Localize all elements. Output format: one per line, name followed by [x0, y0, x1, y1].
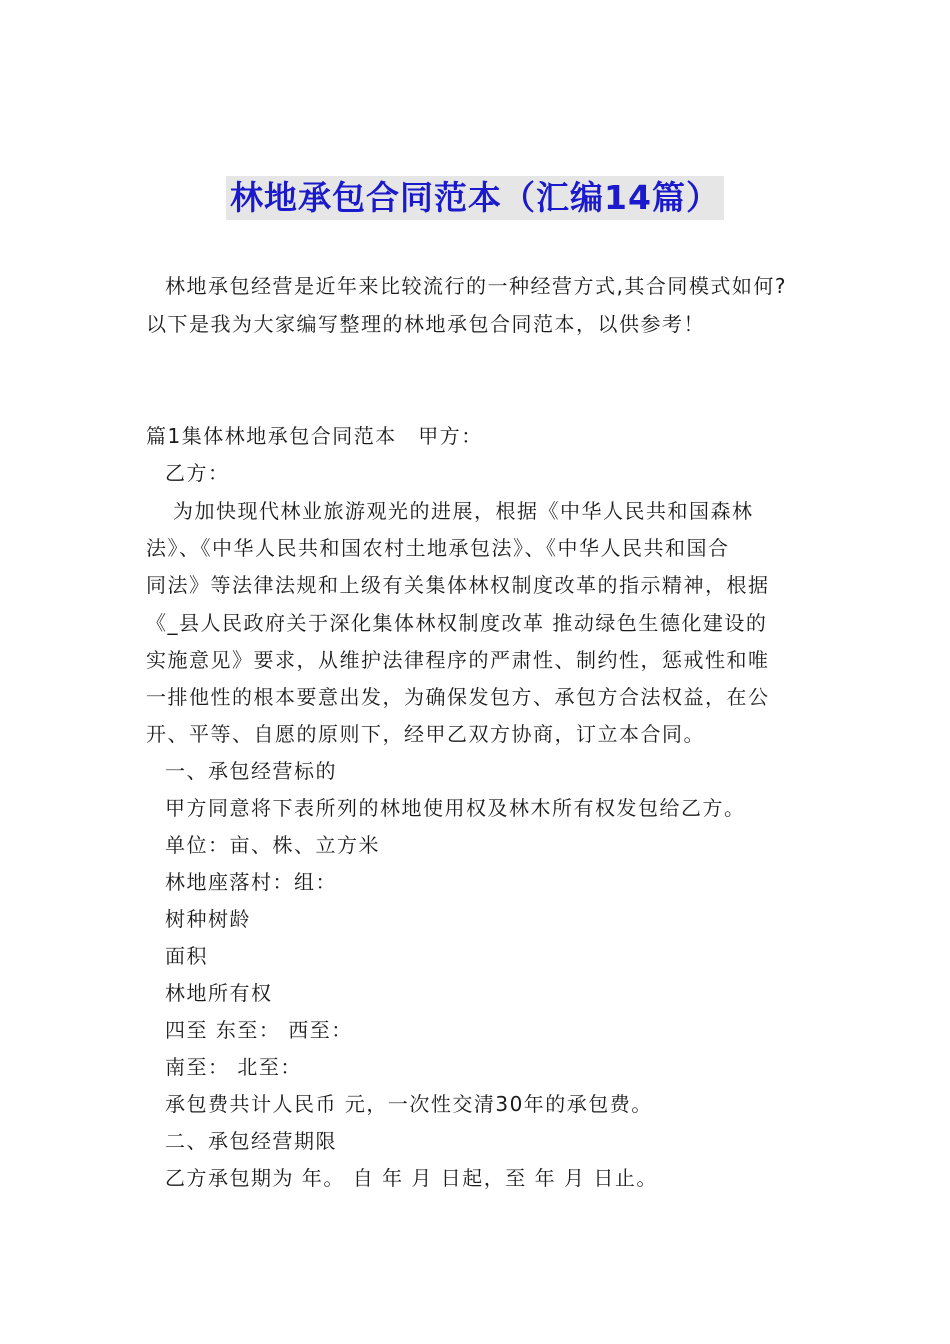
- clause-line: 面积: [165, 944, 208, 968]
- body-line: 《_县人民政府关于深化集体林权制度改革 推动绿色生德化建设的: [146, 611, 768, 635]
- clause-line: 乙方承包期为 年。 自 年 月 日起，至 年 月 日止。: [165, 1166, 658, 1190]
- clause-line: 林地所有权: [165, 981, 273, 1005]
- body-line: 一排他性的根本要意出发，为确保发包方、承包方合法权益，在公: [146, 685, 770, 709]
- body-line: 同法》等法律法规和上级有关集体林权制度改革的指示精神，根据: [146, 573, 770, 597]
- party-b-label: 乙方：: [165, 461, 230, 485]
- section-heading: 篇1集体林地承包合同范本 甲方：: [146, 424, 483, 448]
- clause-line: 南至： 北至：: [165, 1055, 302, 1079]
- body-line: 法》、《中华人民共和国农村土地承包法》、《中华人民共和国合: [146, 536, 730, 560]
- document-title: 林地承包合同范本（汇编14篇）: [226, 176, 724, 220]
- body-line: 为加快现代林业旅游观光的进展，根据《中华人民共和国森林: [173, 499, 754, 523]
- clause-line: 林地座落村：组：: [165, 870, 337, 894]
- clause-line: 承包费共计人民币 元，一次性交清30年的承包费。: [165, 1092, 653, 1116]
- title-container: [0, 176, 950, 220]
- clause-line: 二、承包经营期限: [165, 1129, 337, 1153]
- body-line: 实施意见》要求，从维护法律程序的严肃性、制约性，惩戒性和唯: [146, 648, 770, 672]
- clause-line: 单位：亩、株、立方米: [165, 833, 380, 857]
- body-line: 开、平等、自愿的原则下，经甲乙双方协商，订立本合同。: [146, 722, 705, 746]
- intro-line: 以下是我为大家编写整理的林地承包合同范本，以供参考！: [146, 312, 705, 336]
- clause-line: 树种树龄: [165, 907, 251, 931]
- intro-line: 林地承包经营是近年来比较流行的一种经营方式,其合同模式如何?: [165, 274, 787, 298]
- clause-line: 甲方同意将下表所列的林地使用权及林木所有权发包给乙方。: [165, 796, 746, 820]
- clause-line: 一、承包经营标的: [165, 759, 337, 783]
- clause-line: 四至 东至： 西至：: [165, 1018, 353, 1042]
